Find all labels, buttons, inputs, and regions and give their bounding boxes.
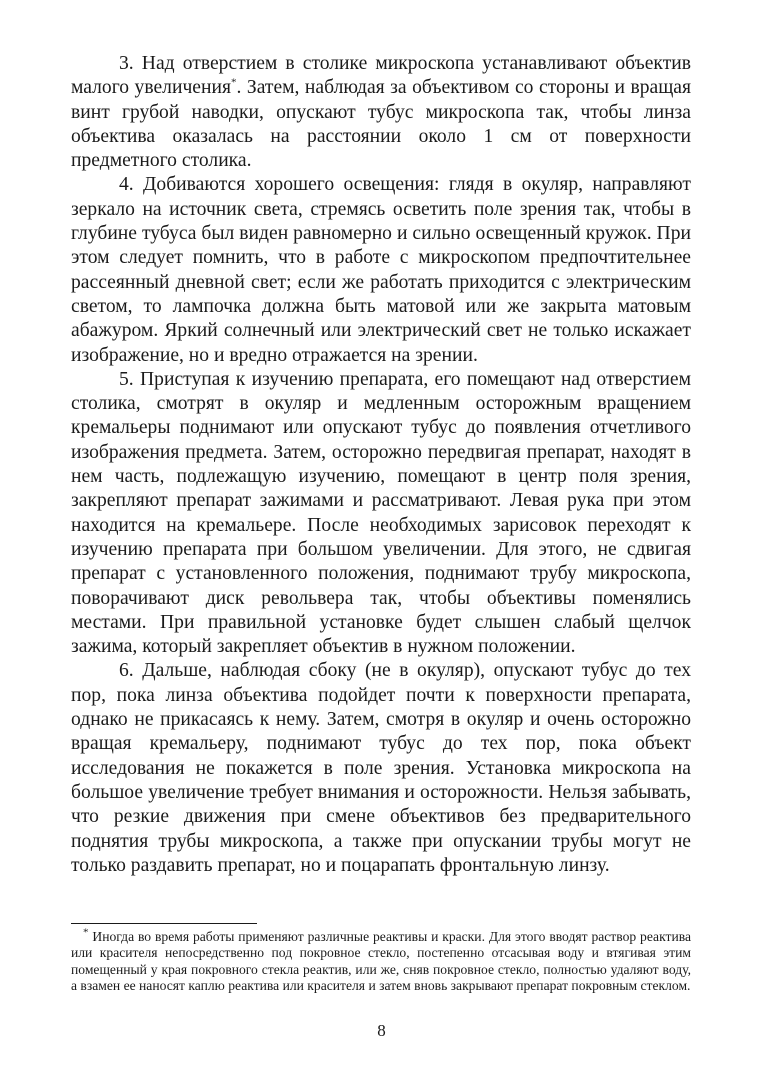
- paragraph-4: 4. Добиваются хорошего освещения: глядя в окуляр, направляют зеркало на источник света, стремясь осветить поле зрения так, чтобы в глубине тубуса был виден равномерно и сильно освещенный кружок. При этом следует помнить, что в работе с микроскопом предпочтительнее рассеянный дневной свет; если же работать приходится с электрическим светом, то лампочка должна быть матовой или же закрыта матовым абажуром. Яркий солнечный или электрический свет не только искажает изображение, но и вредно отражается на зрении.: [71, 174, 691, 366]
- page-body: [71, 52, 691, 878]
- footnote-text: Иногда во время работы применяют различные реактивы и краски. Для этого вводят раствор реактива или красителя непосредственно под покровное стекло, постепенно отсасывая воду и втягивая этим помещенный у края покровного стекла реактив, или же, сняв покровное стекло, полностью удаляют воду, а взамен ее наносят каплю реактива или красителя и затем вновь закрывают препарат покровным стеклом.: [71, 929, 691, 993]
- footnote: [71, 926, 691, 994]
- paragraph-3-text-end: . Затем, наблюдая за объективом со стороны и вращая винт грубой наводки, опускают тубус микроскопа так, чтобы линза объектива оказалась на расстоянии около 1 см от поверхности предметного столика.: [71, 77, 691, 172]
- paragraph-5: 5. Приступая к изучению препарата, его помещают над отверстием столика, смотрят в окуляр и медленным осторожным вращением кремальеры поднимают или опускают тубус до появления отчетливого изображения предмета. Затем, осторожно передвигая препарат, находят в нем часть, подлежащую изучению, помещают в центр поля зрения, закрепляют препарат зажимами и рассматривают. Левая рука при этом находится на кремальере. После необходимых зарисовок переходят к изучению препарата при большом увеличении. Для этого, не сдвигая препарат с установленного положения, поднимают трубу микроскопа, поворачивают диск револьвера так, чтобы объективы поменялись местами. При правильной установке будет слышен слабый щелчок зажима, который закрепляет объектив в нужном положении.: [71, 368, 691, 658]
- paragraph-6: 6. Дальше, наблюдая сбоку (не в окуляр), опускают тубус до тех пор, пока линза объектива подойдет почти к поверхности препарата, однако не прикасаясь к нему. Затем, смотря в окуляр и очень осторожно вращая кремальеру, поднимают тубус до тех пор, пока объект исследования не покажется в поле зрения. Установка микроскопа на большое увеличение требует внимания и осторожности. Нельзя забывать, что резкие движения при смене объективов без предварительного поднятия трубы микроскопа, а также при опускании трубы могут не только раздавить препарат, но и поцарапать фронтальную линзу.: [71, 660, 691, 876]
- footnote-reference-mark: *: [230, 76, 237, 89]
- page-number: 8: [377, 1021, 386, 1040]
- footnote-mark: *: [83, 926, 89, 939]
- footnote-divider: [71, 923, 257, 924]
- paragraph-3: [71, 52, 691, 173]
- paragraph-3-text-start: 3. Над отверстием в столике микроскопа устанавливают объектив малого увеличения: [71, 53, 691, 99]
